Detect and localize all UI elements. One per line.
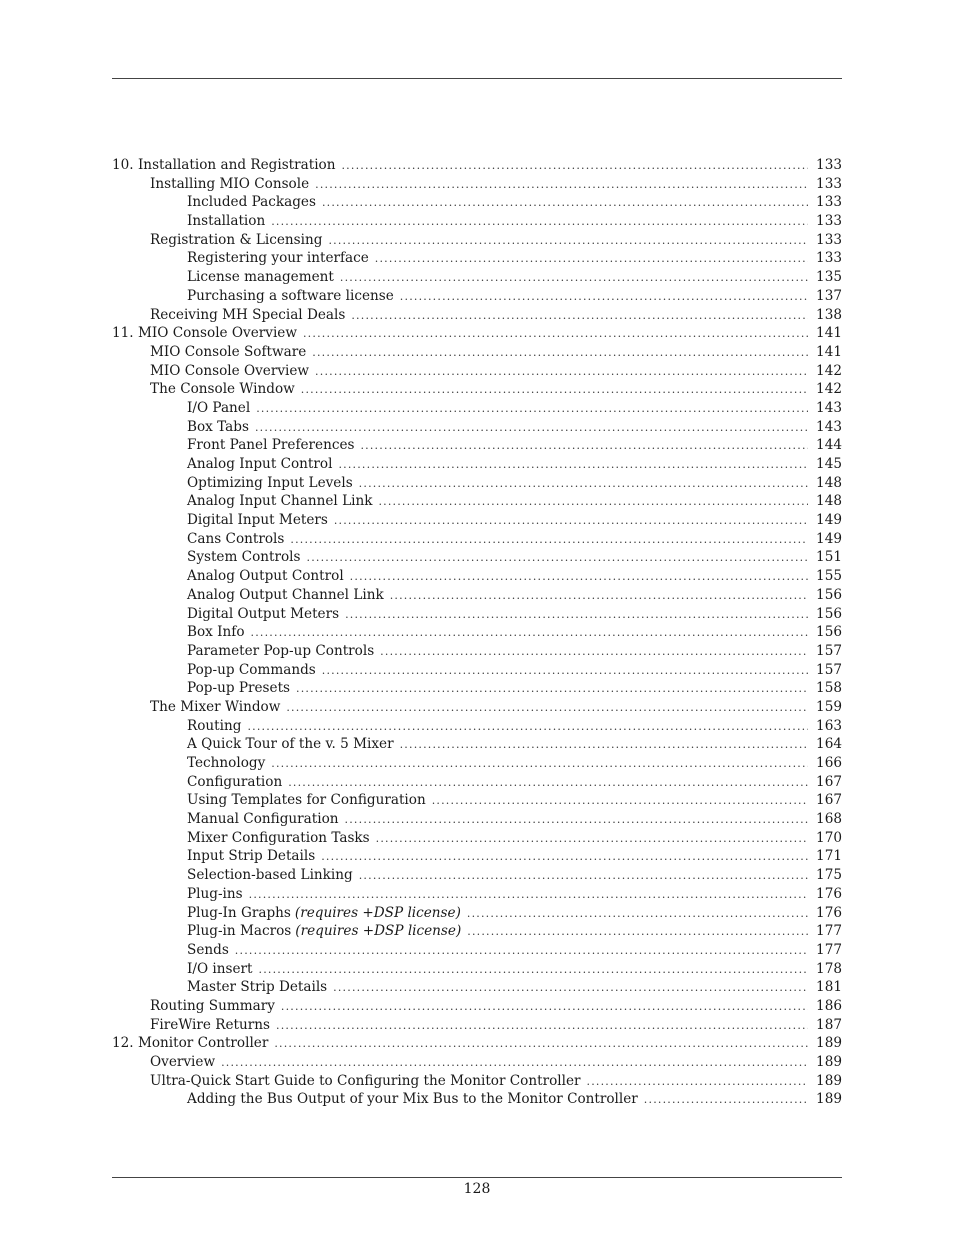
dot-leader: [467, 923, 808, 942]
toc-entry[interactable]: [112, 474, 842, 493]
toc-entry-page: 189: [816, 1035, 842, 1052]
toc-entry-page: 142: [816, 362, 842, 379]
dot-leader: [340, 269, 808, 288]
toc-entry-page: 135: [816, 269, 842, 286]
toc-entry-page: 176: [816, 904, 842, 921]
toc-entry[interactable]: [112, 717, 842, 736]
toc-entry-page: 149: [816, 530, 842, 547]
toc-entry[interactable]: [112, 605, 842, 624]
dot-leader: [400, 736, 808, 755]
toc-entry[interactable]: [112, 455, 842, 474]
toc-entry[interactable]: [112, 1034, 842, 1053]
toc-entry[interactable]: [112, 511, 842, 530]
dot-leader: [247, 718, 808, 737]
toc-entry-page: 170: [816, 829, 842, 846]
dot-leader: [281, 998, 808, 1017]
toc-entry-title: Digital Output Meters: [187, 605, 340, 622]
dot-leader: [271, 755, 808, 774]
toc-entry-page: 166: [816, 755, 842, 771]
toc-entry-title: Analog Input Control: [187, 456, 333, 472]
toc-entry-title: Routing: [187, 717, 242, 734]
toc-entry[interactable]: [112, 866, 842, 885]
toc-entry-title: Routing Summary: [150, 997, 275, 1014]
toc-entry-page: 189: [816, 1072, 842, 1089]
toc-entry-page: 145: [816, 456, 842, 472]
dot-leader: [321, 848, 808, 867]
toc-entry-title: MIO Console Software: [150, 343, 307, 360]
toc-entry-title: Included Packages: [187, 194, 316, 211]
toc-entry-page: 178: [816, 960, 842, 977]
toc-entry-page: 157: [816, 642, 842, 659]
toc-entry-title: Box Tabs: [187, 418, 249, 435]
toc-entry-page: 158: [816, 680, 842, 697]
dot-leader: [345, 606, 808, 625]
toc-entry-title: Installation: [187, 213, 266, 230]
dot-leader: [307, 549, 809, 568]
toc-entry[interactable]: [112, 847, 842, 866]
toc-entry-title: MIO Console Overview: [150, 362, 310, 379]
toc-entry-title: Registering your interface: [187, 250, 369, 267]
dot-leader: [303, 325, 808, 344]
toc-entry[interactable]: [112, 324, 842, 343]
dot-leader: [359, 475, 808, 494]
dot-leader: [276, 1017, 808, 1036]
dot-leader: [467, 905, 808, 924]
dot-leader: [644, 1091, 808, 1110]
dot-leader: [221, 1054, 808, 1073]
toc-entry-title: Digital Input Meters: [187, 512, 328, 529]
toc-entry-title: Analog Output Control: [187, 568, 344, 585]
toc-entry[interactable]: [112, 567, 842, 586]
toc-entry[interactable]: [112, 249, 842, 268]
toc-entry[interactable]: [112, 268, 842, 287]
toc-entry-page: 176: [816, 885, 842, 902]
toc-entry-title: System Controls: [187, 549, 301, 566]
toc-entry-page: 156: [816, 624, 842, 641]
toc-entry-page: 133: [816, 157, 842, 173]
toc-entry[interactable]: [112, 960, 842, 979]
toc-entry-page: 171: [816, 848, 842, 865]
toc-entry-note: (requires +DSP license): [295, 923, 462, 940]
dot-leader: [328, 232, 808, 251]
toc-entry[interactable]: [112, 1053, 842, 1072]
toc-entry-title: Adding the Bus Output of your Mix Bus to the Monitor Controller: [187, 1091, 638, 1108]
toc-entry-page: 133: [816, 194, 842, 211]
toc-entry-title: Purchasing a software license: [187, 287, 394, 304]
header-rule: [112, 78, 842, 79]
toc-entry-title: Analog Input Channel Link: [187, 493, 373, 510]
toc-entry-page: 149: [816, 512, 842, 529]
toc-entry-title: Installing MIO Console: [150, 175, 310, 192]
dot-leader: [288, 774, 808, 793]
toc-entry[interactable]: [112, 156, 842, 175]
toc-entry-title: I/O insert: [187, 960, 253, 977]
toc-entry[interactable]: [112, 362, 842, 381]
toc-entry-title: Mixer Configuration Tasks: [187, 829, 370, 846]
toc-entry-page: 168: [816, 811, 842, 828]
toc-entry-title: The Mixer Window: [150, 698, 281, 715]
toc-entry-page: 133: [816, 250, 842, 267]
dot-leader: [259, 961, 809, 980]
toc-entry-page: 141: [816, 343, 842, 360]
toc-entry[interactable]: [112, 661, 842, 680]
toc-entry-title: Front Panel Preferences: [187, 437, 355, 454]
dot-leader: [378, 493, 808, 512]
toc-entry-title: Parameter Pop-up Controls: [187, 642, 375, 659]
toc-entry-title: Selection-based Linking: [187, 867, 353, 884]
toc-entry-title: Input Strip Details: [187, 848, 316, 865]
dot-leader: [345, 811, 808, 830]
toc-entry[interactable]: [112, 343, 842, 362]
toc-entry[interactable]: [112, 922, 842, 941]
dot-leader: [351, 307, 808, 326]
toc-entry-title: Technology: [187, 755, 266, 771]
toc-entry[interactable]: [112, 773, 842, 792]
dot-leader: [296, 680, 808, 699]
toc-entry[interactable]: [112, 904, 842, 923]
toc-entry-page: 156: [816, 605, 842, 622]
toc-entry-page: 133: [816, 213, 842, 230]
dot-leader: [301, 381, 808, 400]
dot-leader: [322, 662, 808, 681]
toc-entry-page: 151: [816, 549, 842, 566]
table-of-contents: [112, 156, 842, 1109]
dot-leader: [376, 830, 808, 849]
toc-entry-title: Master Strip Details: [187, 979, 328, 996]
toc-entry-title: License management: [187, 269, 334, 286]
toc-entry-page: 143: [816, 418, 842, 435]
toc-entry-page: 155: [816, 568, 842, 585]
dot-leader: [359, 867, 808, 886]
dot-leader: [286, 699, 808, 718]
toc-entry-title: 10. Installation and Registration: [112, 157, 336, 173]
toc-entry-title: A Quick Tour of the v. 5 Mixer: [187, 736, 394, 753]
toc-entry-title: Analog Output Channel Link: [187, 586, 384, 603]
toc-entry[interactable]: [112, 1090, 842, 1109]
toc-entry[interactable]: [112, 791, 842, 810]
toc-entry-page: 167: [816, 792, 842, 809]
toc-entry[interactable]: [112, 997, 842, 1016]
toc-entry-note: (requires +DSP license): [294, 904, 461, 921]
toc-entry-page: 133: [816, 231, 842, 248]
toc-entry-title: Ultra-Quick Start Guide to Configuring the Monitor Controller: [150, 1072, 581, 1089]
toc-entry-page: 164: [816, 736, 842, 753]
toc-entry-title: The Console Window: [150, 381, 295, 398]
toc-entry-page: 141: [816, 325, 842, 342]
toc-entry-title: Manual Configuration: [187, 811, 339, 828]
toc-entry-title: Registration & Licensing: [150, 231, 323, 248]
toc-entry-page: 144: [816, 437, 842, 454]
toc-entry-title: Pop-up Commands: [187, 661, 316, 678]
toc-entry[interactable]: [112, 175, 842, 194]
dot-leader: [315, 176, 808, 195]
dot-leader: [249, 886, 808, 905]
toc-entry-title: Cans Controls: [187, 530, 285, 547]
toc-entry[interactable]: [112, 418, 842, 437]
toc-entry[interactable]: [112, 1016, 842, 1035]
toc-entry-title: Using Templates for Configuration: [187, 792, 426, 809]
toc-entry-title: Receiving MH Special Deals: [150, 306, 346, 323]
toc-entry-title: Pop-up Presets: [187, 680, 291, 697]
dot-leader: [587, 1073, 808, 1092]
toc-entry-page: 133: [816, 175, 842, 192]
toc-entry-page: 175: [816, 867, 842, 884]
toc-entry-title: Plug-ins: [187, 885, 243, 902]
toc-entry-page: 189: [816, 1054, 842, 1070]
dot-leader: [315, 363, 808, 382]
toc-entry[interactable]: [112, 642, 842, 661]
toc-entry-title: Configuration: [187, 773, 283, 790]
dot-leader: [312, 344, 808, 363]
toc-entry-page: 138: [816, 306, 842, 323]
toc-entry[interactable]: [112, 1072, 842, 1091]
toc-entry-page: 143: [816, 399, 842, 416]
toc-entry-page: 159: [816, 698, 842, 715]
toc-entry[interactable]: [112, 530, 842, 549]
dot-leader: [235, 942, 808, 961]
toc-entry-title: Box Info: [187, 624, 245, 641]
toc-entry[interactable]: [112, 810, 842, 829]
toc-entry-title: Optimizing Input Levels: [187, 474, 353, 491]
dot-leader: [390, 587, 808, 606]
toc-entry[interactable]: [112, 885, 842, 904]
toc-entry[interactable]: [112, 287, 842, 306]
toc-entry-title: Plug-In Graphs: [187, 904, 291, 921]
footer-rule: [112, 1177, 842, 1178]
toc-entry-page: 186: [816, 997, 842, 1014]
toc-entry[interactable]: [112, 978, 842, 997]
toc-entry-title: Plug-in Macros: [187, 923, 292, 940]
toc-entry[interactable]: [112, 306, 842, 325]
toc-entry[interactable]: [112, 548, 842, 567]
dot-leader: [432, 792, 808, 811]
toc-entry-title: 12. Monitor Controller: [112, 1035, 269, 1052]
toc-entry[interactable]: [112, 735, 842, 754]
toc-entry[interactable]: [112, 193, 842, 212]
dot-leader: [334, 512, 808, 531]
page-number: 128: [463, 1181, 491, 1197]
toc-entry-title: Overview: [150, 1054, 216, 1070]
toc-entry-title: 11. MIO Console Overview: [112, 325, 297, 342]
dot-leader: [251, 624, 808, 643]
dot-leader: [380, 643, 808, 662]
toc-entry-page: 157: [816, 661, 842, 678]
dot-leader: [400, 288, 808, 307]
toc-entry-page: 177: [816, 923, 842, 940]
dot-leader: [350, 568, 808, 587]
toc-entry-page: 189: [816, 1091, 842, 1108]
dot-leader: [375, 250, 808, 269]
toc-entry[interactable]: [112, 436, 842, 455]
toc-entry-page: 163: [816, 717, 842, 734]
toc-entry-page: 167: [816, 773, 842, 790]
toc-entry[interactable]: [112, 698, 842, 717]
toc-entry-page: 142: [816, 381, 842, 398]
dot-leader: [290, 531, 808, 550]
dot-leader: [360, 437, 808, 456]
dot-leader: [322, 194, 808, 213]
toc-entry-title: FireWire Returns: [150, 1016, 270, 1033]
toc-entry[interactable]: [112, 623, 842, 642]
toc-entry[interactable]: [112, 941, 842, 960]
toc-entry[interactable]: [112, 829, 842, 848]
dot-leader: [341, 157, 808, 176]
toc-entry[interactable]: [112, 586, 842, 605]
toc-entry[interactable]: [112, 679, 842, 698]
toc-entry[interactable]: [112, 754, 842, 773]
toc-entry-page: 177: [816, 941, 842, 958]
toc-entry-page: 137: [816, 287, 842, 304]
toc-entry-page: 181: [816, 979, 842, 996]
dot-leader: [271, 213, 808, 232]
dot-leader: [256, 400, 808, 419]
toc-entry[interactable]: [112, 492, 842, 511]
toc-entry-page: 187: [816, 1016, 842, 1033]
toc-entry-page: 148: [816, 493, 842, 510]
dot-leader: [274, 1035, 808, 1054]
toc-entry[interactable]: [112, 380, 842, 399]
toc-entry-page: 148: [816, 474, 842, 491]
dot-leader: [333, 979, 808, 998]
toc-entry-title: I/O Panel: [187, 399, 251, 416]
toc-entry[interactable]: [112, 212, 842, 231]
toc-entry[interactable]: [112, 231, 842, 250]
toc-entry-title: Sends: [187, 941, 229, 958]
dot-leader: [338, 456, 808, 475]
toc-entry-page: 156: [816, 586, 842, 603]
toc-entry[interactable]: [112, 399, 842, 418]
dot-leader: [255, 419, 808, 438]
